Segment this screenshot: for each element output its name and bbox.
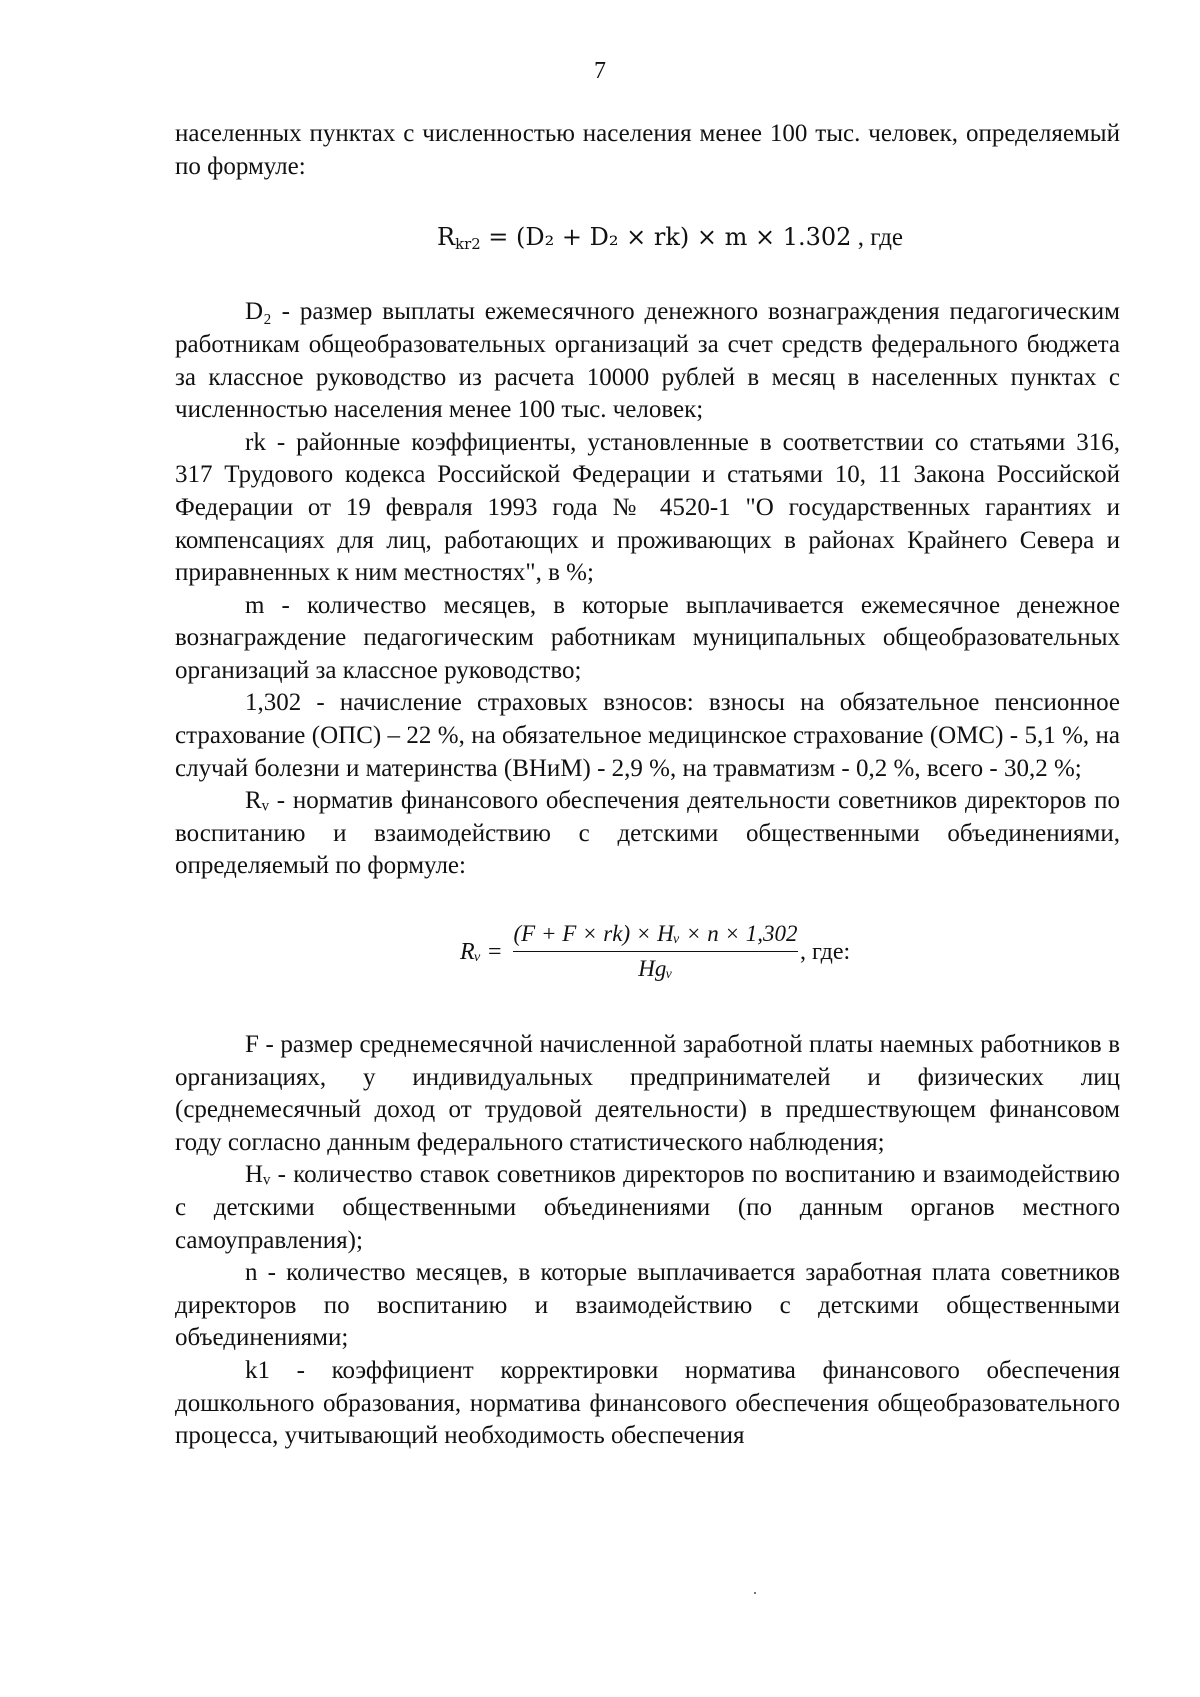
formula-rv-suffix: , где:: [800, 939, 851, 966]
scan-speck: [754, 1592, 756, 1594]
formula-rkr2-rhs: = (D₂ + D₂ × rk) × m × 1.302: [480, 223, 852, 252]
definition-hv: Hᵥ - количество ставок советников директоров по воспитанию и взаимодействию с детскими общественными объединениями (по данным органов местного самоуправления);: [175, 1161, 1120, 1254]
definition-rv: Rᵥ - норматив финансового обеспечения деятельности советников директоров по воспитанию и взаимодействию с детскими общественными объединениями, определяемый по формуле:: [175, 787, 1120, 880]
definition-k1: k1 - коэффициент корректировки норматива финансового обеспечения дошкольного образования, норматива финансового обеспечения общеобразовательного процесса, учитывающий необходимость обеспечения: [175, 1356, 1120, 1450]
intro-paragraph: населенных пунктах с численностью населения менее 100 тыс. человек, определяемый по формуле:: [175, 120, 1120, 180]
formula-rkr2-suffix: , где: [851, 224, 904, 252]
page-number: 7: [594, 58, 606, 84]
formula-rv-lhs: Rᵥ: [460, 939, 482, 966]
formula-rv-denominator: Hgᵥ: [638, 956, 673, 982]
formula-rkr2-lhs: R: [437, 223, 456, 252]
formula-rkr2: [175, 221, 1120, 260]
definition-m: m - количество месяцев, в которые выплачивается ежемесячное денежное вознаграждение педагогическим работникам муниципальных общеобразовательных организаций за классное руководство;: [175, 591, 1120, 684]
formula-rkr2-lhs-subscript: kr2: [455, 235, 481, 254]
formula-rv-numerator: (F + F × rk) × Hᵥ × n × 1,302: [513, 921, 798, 947]
definition-f: F - размер среднемесячной начисленной заработной платы наемных работников в организациях, у индивидуальных предпринимателей и физических лиц (среднемесячный доход от трудовой деятельности) в предшествующем финансовом году согласно данным федерального статистического наблюдения;: [175, 1031, 1120, 1156]
formula-rv-equals: =: [488, 939, 502, 966]
definition-rk: rk - районные коэффициенты, установленные в соответствии со статьями 316, 317 Трудового кодекса Российской Федерации и статьями 10, 11 Закона Российской Федерации от 19 февраля 1993 года № 4520-1 "О государственных гарантиях и компенсациях для лиц, работающих и проживающих в районах Крайнего Севера и приравненных к ним местностях", в %;: [175, 428, 1120, 587]
document-body: [175, 118, 1120, 1453]
fraction-bar: [513, 951, 798, 952]
definition-d2: D₂ - размер выплаты ежемесячного денежного вознаграждения педагогическим работникам общеобразовательных организаций за счет средств федерального бюджета за классное руководство из расчета 10000 рублей в месяц в населенных пунктах с численностью населения менее 100 тыс. человек;: [175, 298, 1120, 424]
formula-rv-fraction: [513, 919, 798, 984]
definition-insurance-rate: 1,302 - начисление страховых взносов: взносы на обязательное пенсионное страхование (ОПС) – 22 %, на обязательное медицинское страхование (ОМС) - 5,1 %, на случай болезни и материнства (ВНиМ) - 2,9 %, на травматизм - 0,2 %, всего - 30,2 %;: [175, 689, 1120, 782]
definition-n: n - количество месяцев, в которые выплачивается заработная плата советников директоров по воспитанию и взаимодействию с детскими общественными объединениями;: [175, 1259, 1120, 1352]
formula-rv: [175, 919, 1120, 1029]
